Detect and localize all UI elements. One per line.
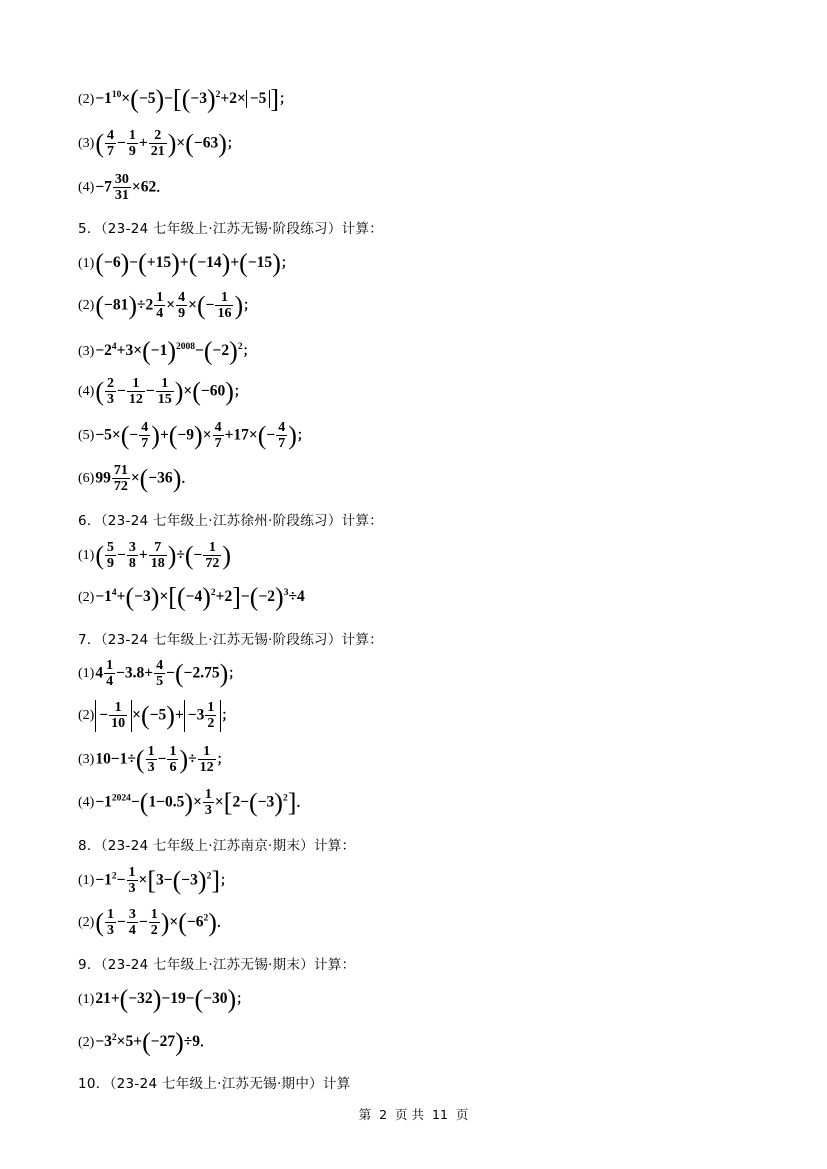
problem-5-item-1: (1)(−6)−(+15)+(−14)+(−15)； [78,248,294,278]
problem-7-item-2: (2) − $\frac{1}{10}$ ×(−5)+ −3 $\frac{1}{2}$ ； [78,700,235,732]
footer-page-number: 2 [379,1107,388,1122]
problem-5-item-3: $(3)-2^4+3\times(-1)^{2008}-(-2)^2$； [78,336,256,366]
problem-10-header: 10．（23-24 七年级上·江苏无锡·期中）计算 [78,1076,351,1092]
problem-6-header: 6．（23-24 七年级上·江苏徐州·阶段练习）计算： [78,513,384,529]
problem-5-item-4: (4)( $\frac{2}{3}$ − $\frac{1}{12}$ − $\frac{1}{15}$ )×(−60)； [78,376,247,408]
problem-8-item-1: $(1)-1^2-$ $\frac{1}{3}$ $\times[3-(-3)^2]$； [78,865,233,897]
footer-mid: 页 共 [395,1107,425,1122]
footer-prefix: 第 [358,1107,372,1122]
problem-5-item-2: (2)(−81)÷2 $\frac{1}{4}$ × $\frac{4}{9}$ ×(− $\frac{1}{16}$ )； [78,290,257,322]
problem-6-item-2: $(2)-1^4+(-3)\times[(-4)^2+2]-(-2)^3\div 4$ [78,582,305,612]
problem-5-item-5: (5)−5×(− $\frac{4}{7}$ )+(−9)× $\frac{4}{7}$ +17×(− $\frac{4}{7}$ )； [78,420,310,452]
problem-4-item-4: (4)−7 $\frac{30}{31}$ ×62． [78,172,170,204]
footer-total-pages: 11 [432,1107,448,1122]
problem-5-header: 5．（23-24 七年级上·江苏无锡·阶段练习）计算： [78,221,384,237]
problem-9-item-1: (1)21+(−32)−19−(−30)； [78,984,250,1014]
problem-7-item-3: (3)10−1÷( $\frac{1}{3}$ − $\frac{1}{6}$ )÷ $\frac{1}{12}$ ； [78,744,230,776]
footer-suffix: 页 [455,1107,469,1122]
problem-9-header: 9．（23-24 七年级上·江苏无锡·期末）计算： [78,957,356,973]
problem-4-item-2: $(2)-1^{10}\times(-5)-[(-3)^2+2\times -5$ ]； [78,84,293,114]
problem-7-header: 7．（23-24 七年级上·江苏无锡·阶段练习）计算： [78,632,384,648]
problem-8-header: 8．（23-24 七年级上·江苏南京·期末）计算： [78,838,356,854]
problem-9-item-2: $(2)-3^2\times 5+(-27)\div 9$． [78,1027,214,1057]
problem-5-item-6: (6)99 $\frac{71}{72}$ ×(−36)． [78,463,195,495]
problem-6-item-1: (1)( $\frac{5}{9}$ − $\frac{3}{8}$ + $\frac{7}{18}$ )÷(− $\frac{1}{72}$ ) [78,540,232,572]
problem-7-item-1: (1)4 $\frac{1}{4}$ −3.8+ $\frac{4}{5}$ −(−2.75)； [78,658,242,690]
problem-8-item-2: (2)( $\frac{1}{3}$ − $\frac{3}{4}$ − $\frac{1}{2}$ )$\times(-6^2)$． [78,907,230,939]
problem-7-item-4: $(4)-1^{2024}-(1-0.5)\times$ $\frac{1}{3}$ $\times[2-(-3)^2]$． [78,787,310,819]
page-footer [0,1105,827,1123]
problem-4-item-3: (3)( $\frac{4}{7}$ − $\frac{1}{9}$ + $\frac{2}{21}$ )×(−63)； [78,128,240,160]
